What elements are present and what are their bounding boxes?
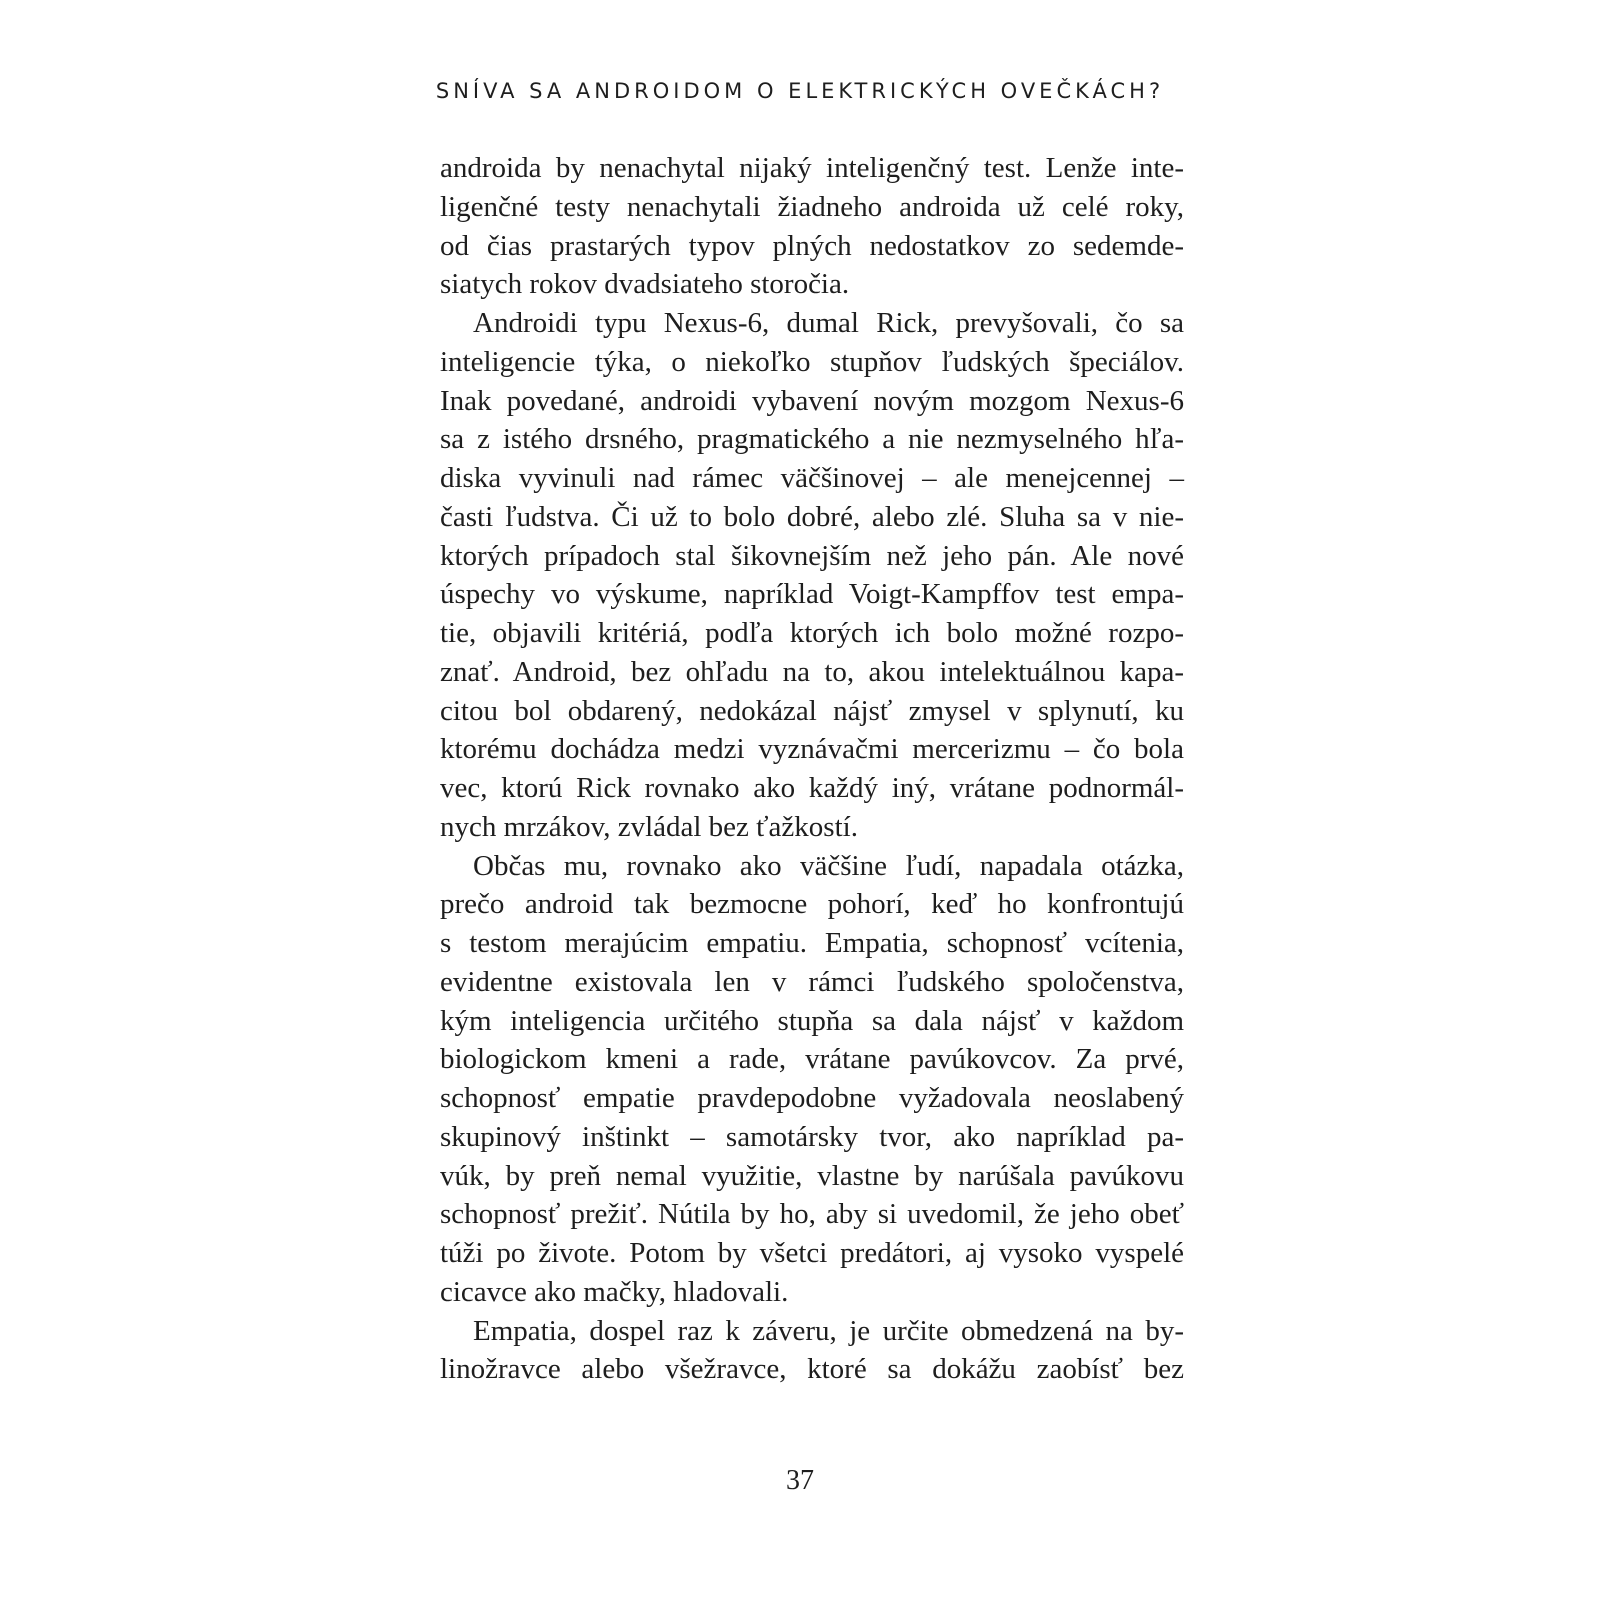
text-line: ktorému dochádza medzi vyznávačmi mercerizmu – čo bola	[440, 733, 1184, 766]
text-line: kým inteligencia určitého stupňa sa dala nájsť v každom	[440, 1004, 1184, 1037]
text-line: znať. Android, bez ohľadu na to, akou intelektuálnou kapa-	[440, 655, 1184, 688]
text-line: túži po živote. Potom by všetci predátori, aj vysoko vyspelé	[440, 1237, 1184, 1269]
text-line: siatych rokov dvadsiateho storočia.	[440, 268, 850, 301]
text-line: inteligencie týka, o niekoľko stupňov ľudských špeciálov.	[440, 345, 1184, 378]
text-line: biologickom kmeni a rade, vrátane pavúkovcov. Za prvé,	[440, 1043, 1184, 1076]
text-line: ligenčné testy nenachytali žiadneho androida už celé roky,	[440, 190, 1184, 223]
text-line: diska vyvinuli nad rámec väčšinovej – ale menejcennej –	[440, 462, 1184, 494]
text-line: schopnosť empatie pravdepodobne vyžadovala neoslabený	[440, 1082, 1184, 1114]
text-line: prečo android tak bezmocne pohorí, keď ho konfrontujú	[440, 888, 1184, 921]
text-line: tie, objavili kritériá, podľa ktorých ich bolo možné rozpo-	[440, 617, 1184, 649]
text-line: s testom merajúcim empatiu. Empatia, schopnosť vcítenia,	[440, 927, 1184, 959]
text-line: nych mrzákov, zvládal bez ťažkostí.	[440, 810, 858, 843]
text-line: cicavce ako mačky, hladovali.	[440, 1275, 789, 1308]
text-line: androida by nenachytal nijaký inteligenčný test. Lenže inte-	[440, 152, 1184, 184]
text-line: skupinový inštinkt – samotársky tvor, ako napríklad pa-	[440, 1120, 1184, 1153]
text-line: Občas mu, rovnako ako väčšine ľudí, napadala otázka,	[473, 849, 1184, 882]
text-line: od čias prastarých typov plných nedostatkov zo sedemde-	[440, 229, 1184, 262]
body-text	[440, 149, 1184, 1389]
running-head: SNÍVA SA ANDROIDOM O ELEKTRICKÝCH OVEČKÁCH?	[435, 79, 1165, 103]
text-line: linožravce alebo všežravce, ktoré sa dokážu zaobísť bez	[440, 1353, 1184, 1386]
text-line: Inak povedané, androidi vybavení novým mozgom Nexus-6	[440, 384, 1184, 417]
page-number: 37	[786, 1465, 814, 1496]
text-line: úspechy vo výskume, napríklad Voigt-Kampffov test empa-	[440, 578, 1184, 611]
text-line: ktorých prípadoch stal šikovnejším než jeho pán. Ale nové	[440, 539, 1184, 572]
text-line: Empatia, dospel raz k záveru, je určite obmedzená na by-	[473, 1314, 1184, 1347]
text-line: evidentne existovala len v rámci ľudského spoločenstva,	[440, 965, 1184, 998]
text-line: vec, ktorú Rick rovnako ako každý iný, vrátane podnormál-	[440, 772, 1184, 804]
text-line: Androidi typu Nexus-6, dumal Rick, prevyšovali, čo sa	[473, 307, 1184, 339]
text-line: časti ľudstva. Či už to bolo dobré, alebo zlé. Sluha sa v nie-	[440, 500, 1184, 533]
text-line: citou bol obdarený, nedokázal nájsť zmysel v splynutí, ku	[440, 694, 1184, 727]
text-line: vúk, by preň nemal využitie, vlastne by narúšala pavúkovu	[440, 1159, 1184, 1192]
text-line: sa z istého drsného, pragmatického a nie nezmyselného hľa-	[440, 423, 1184, 456]
text-line: schopnosť prežiť. Nútila by ho, aby si uvedomil, že jeho obeť	[440, 1198, 1184, 1231]
